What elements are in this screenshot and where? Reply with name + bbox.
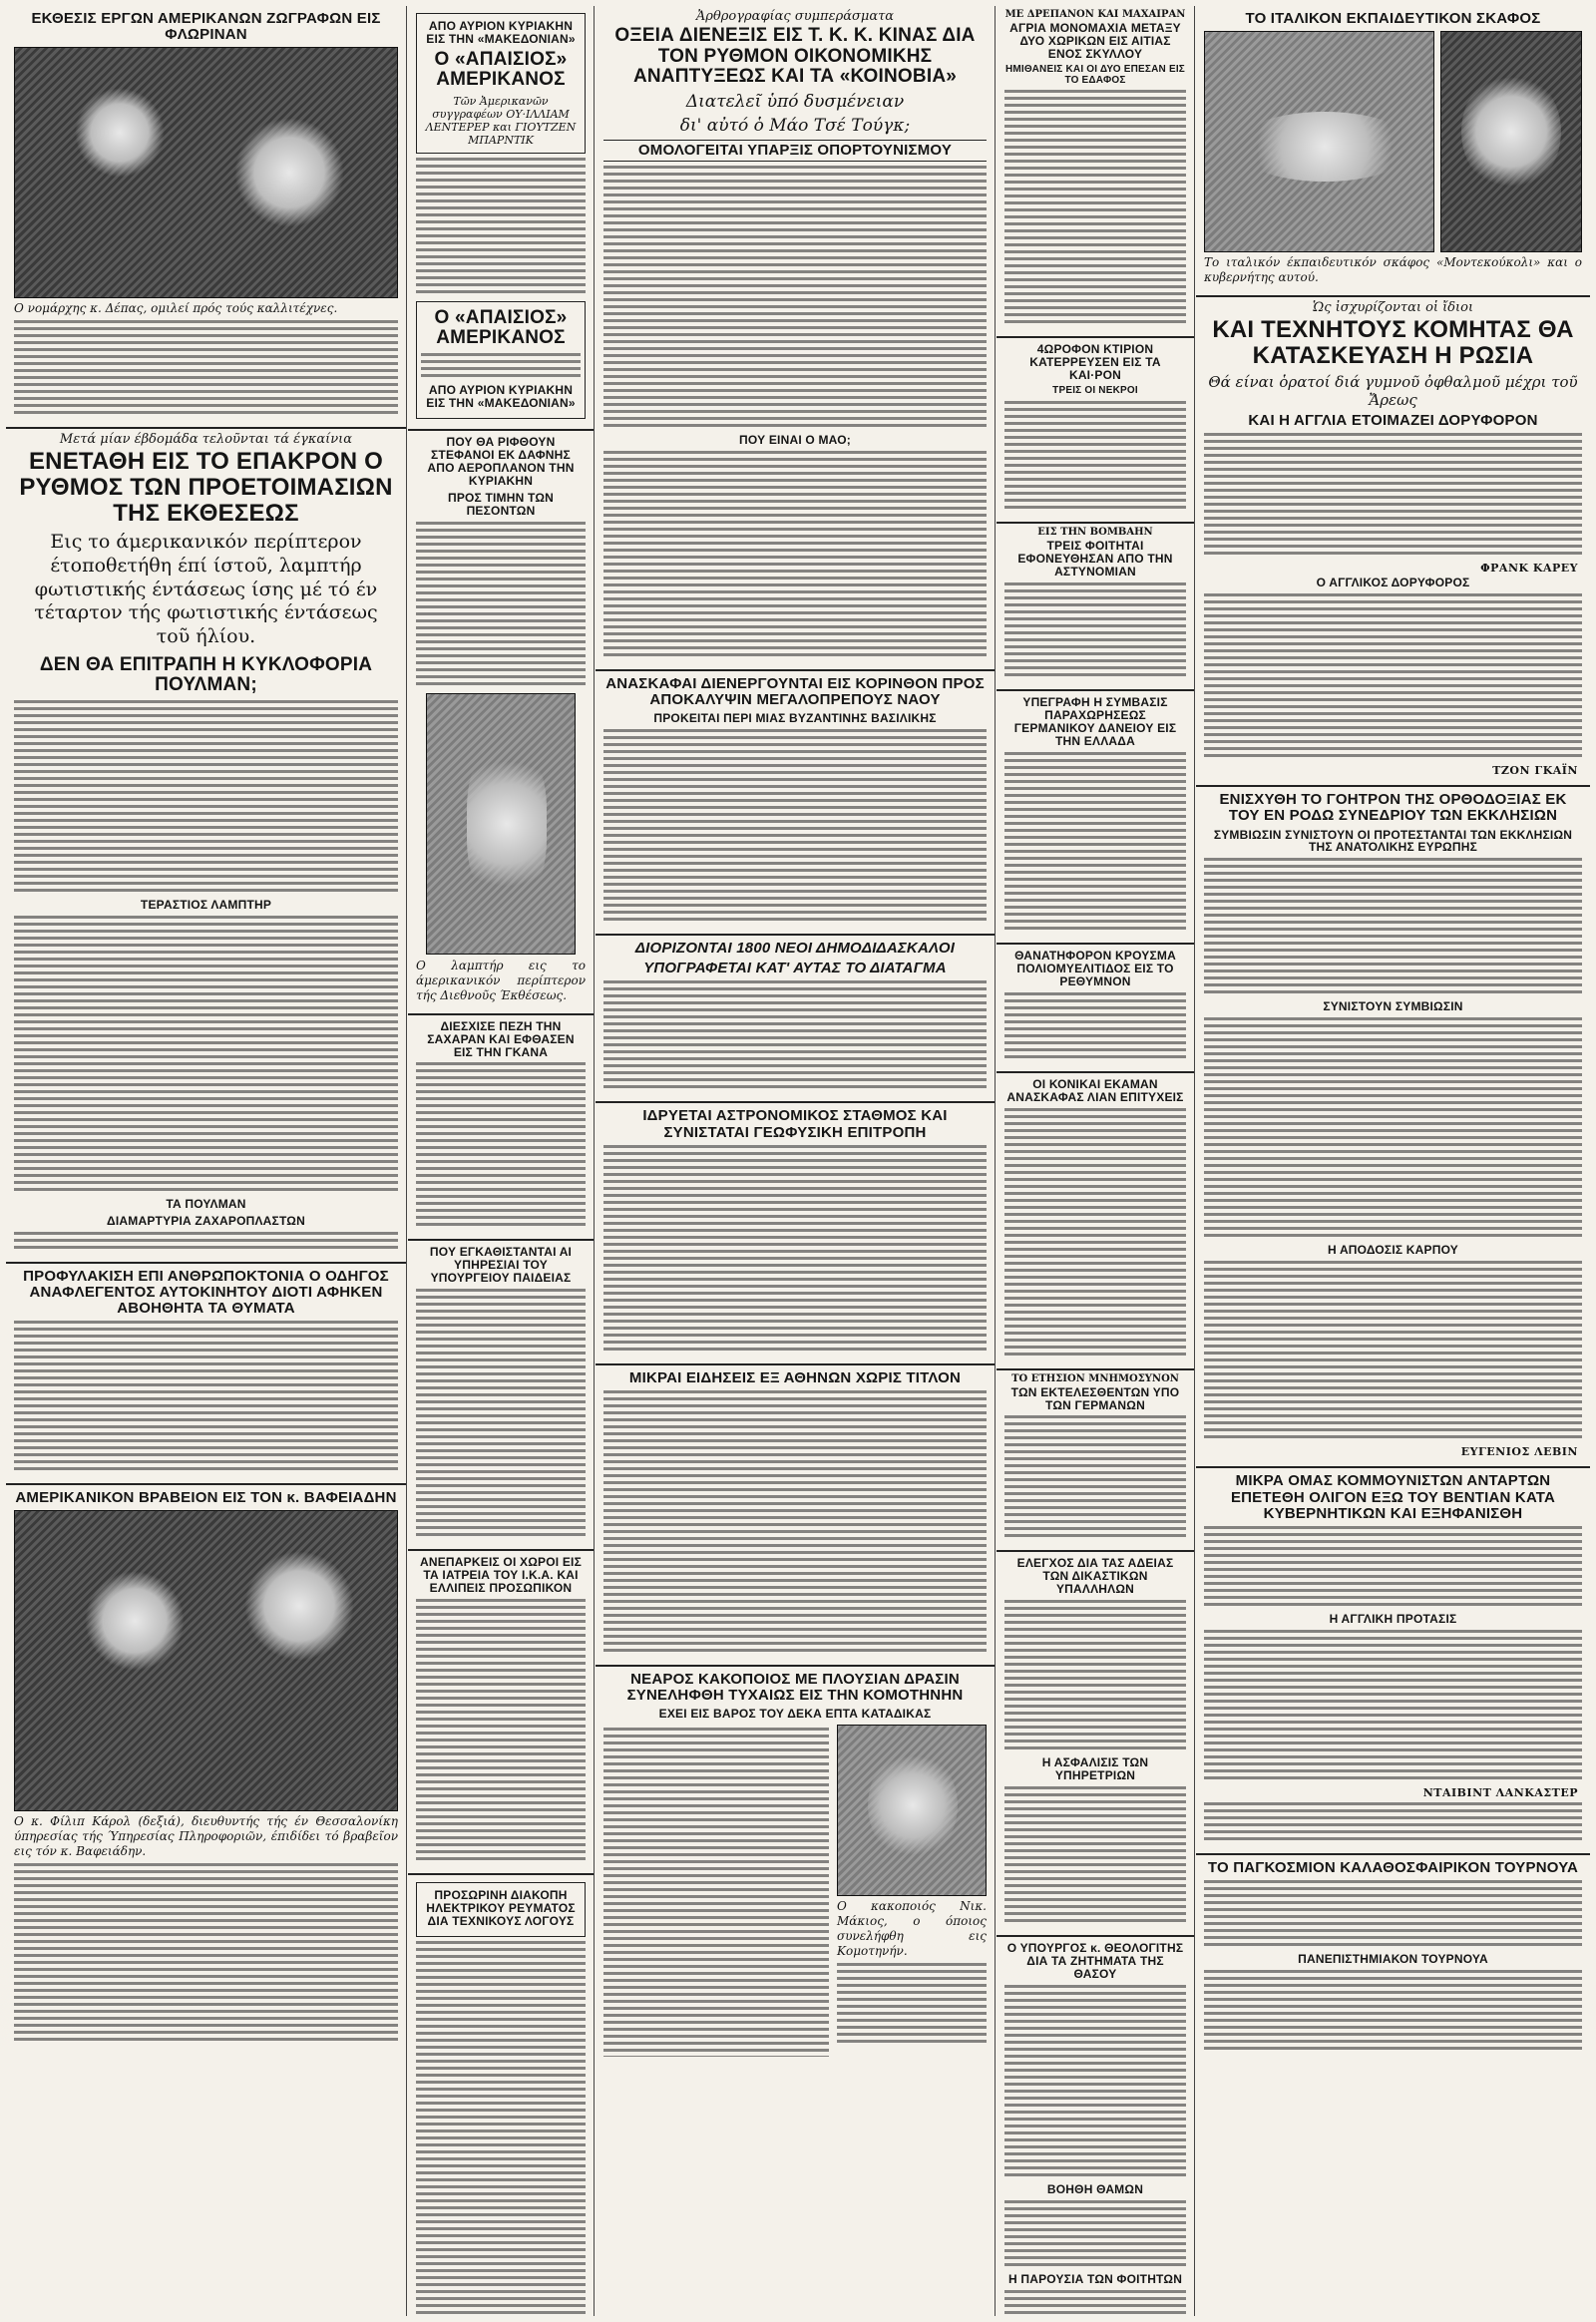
article-power	[408, 1875, 594, 2316]
body-text	[1004, 90, 1186, 327]
body-text	[1204, 1802, 1582, 1844]
headline-leave: ΕΛΕΓΧΟΣ ΔΙΑ ΤΑΣ ΑΔΕΙΑΣ ΤΩΝ ΔΙΚΑΣΤΙΚΩΝ ΥΠΑΛΛΗΛΩΝ	[1016, 1556, 1174, 1597]
article-apaisios	[408, 6, 594, 431]
headline-orthodox: ΕΝΙΣΧΥΘΗ ΤΟ ΓΟΗΤΡΟΝ ΤΗΣ ΟΡΘΟΔΟΞΙΑΣ ΕΚ ΤΟΥ ΕΝ ΡΟΔΩ ΣΥΝΕΔΡΙΟΥ ΤΩΝ ΕΚΚΛΗΣΙΩΝ	[1219, 791, 1567, 825]
article-memorial	[997, 1370, 1194, 1553]
body-text	[416, 1941, 586, 2316]
body-text	[1204, 1526, 1582, 1610]
body-text	[1204, 1261, 1582, 1442]
headline-univ: Η ΠΑΡΟΥΣΙΑ ΤΩΝ ΦΟΙΤΗΤΩΝ	[1007, 2272, 1183, 2287]
body-text	[416, 1599, 586, 1864]
box-apaisios-2	[416, 301, 586, 419]
signature-gkain: ΤΖΟΝ ΓΚΑΪΝ	[1492, 764, 1578, 778]
body-text	[1204, 1017, 1582, 1241]
photo-komotini	[837, 1725, 987, 1896]
body-text	[14, 916, 398, 1195]
body-text	[14, 1863, 398, 2045]
article-teachers	[596, 936, 995, 1103]
subhead-fight: ΗΜΙΘΑΝΕΙΣ ΚΑΙ ΟΙ ΔΥΟ ΕΠΕΣΑΝ ΕΙΣ ΤΟ ΕΔΑΦΟΣ	[1004, 63, 1186, 86]
column-3	[596, 6, 996, 2316]
body-text	[603, 729, 987, 925]
body-text	[1004, 2290, 1186, 2316]
article-accident	[6, 1264, 406, 1486]
article-basket	[1196, 1855, 1590, 2063]
body-text	[1204, 1880, 1582, 1950]
headline-small-news: ΜΙΚΡΑΙ ΕΙΔΗΣΕΙΣ ΕΞ ΑΘΗΝΩΝ ΧΩΡΙΣ ΤΙΤΛΟΝ	[628, 1368, 962, 1386]
headline-german-loan: ΥΠΕΓΡΑΦΗ Η ΣΥΜΒΑΣΙΣ ΠΑΡΑΧΩΡΗΣΕΩΣ ΓΕΡΜΑΝΙΚΟΥ ΔΑΝΕΙΟΥ ΕΙΣ ΤΗΝ ΕΛΛΑΔΑ	[1013, 694, 1177, 748]
body-text	[1204, 1970, 1582, 2054]
caption-award: Ο κ. Φίλιπ Κάρολ (δεξιά), διευθυντής τής έν Θεσσαλονίκη ύπηρεσίας τής Ύπηρεσίας Πληροφοριῶν, έπιδίδει τό βραβεῖον εις τόν κ. Βαφειάδην.	[14, 1814, 398, 1859]
headline-basket: ΤΟ ΠΑΓΚΟΣΜΙΟΝ ΚΑΛΑΘΟΣΦΑΙΡΙΚΟΝ ΤΟΥΡΝΟΥΑ	[1207, 1858, 1579, 1876]
headline-bombay: ΤΡΕΙΣ ΦΟΙΤΗΤΑΙ ΕΦΟΝΕΥΘΗΣΑΝ ΑΠΟ ΤΗΝ ΑΣΤΥΝΟΜΙΑΝ	[1017, 539, 1173, 580]
column-2	[408, 6, 595, 2316]
body-text	[1004, 992, 1186, 1062]
box-power	[416, 1882, 586, 1937]
signature-lebin: ΕΥΓΕΝΙΟΣ ΛΕΒΙΝ	[1460, 1445, 1578, 1459]
headline-satellite: ΚΑΙ Η ΑΓΓΛΙΑ ΕΤΟΙΜΑΖΕΙ ΔΟΡΥΦΟΡΟΝ	[1248, 412, 1538, 429]
kicker-bombay: ΕΙΣ ΤΗΝ ΒΟΜΒΑΗΝ	[1037, 527, 1153, 539]
article-sahara	[408, 1015, 594, 1242]
article-china	[596, 6, 995, 671]
article-orthodox	[1196, 787, 1590, 1468]
body-text	[1004, 2200, 1186, 2270]
body-text	[1204, 858, 1582, 997]
article-fight	[997, 6, 1194, 338]
body-text	[421, 353, 581, 381]
headline-sahara: ΔΙΕΣΧΙΣΕ ΠΕΖΗ ΤΗΝ ΣΑΧΑΡΑΝ ΚΑΙ ΕΦΘΑΣΕΝ ΕΙΣ ΤΗΝ ΓΚΑΝΑ	[427, 1018, 575, 1059]
article-award	[6, 1485, 406, 2054]
body-text	[1004, 1415, 1186, 1541]
article-astro	[596, 1103, 995, 1364]
headline-opportunism: ΟΜΟΛΟΓΕΙΤΑΙ ΥΠΑΡΞΙΣ ΟΠΟΡΤΟΥΝΙΣΜΟΥ	[603, 140, 987, 162]
headline-exhibit: ΕΚΘΕΣΙΣ ΕΡΓΩΝ ΑΜΕΡΙΚΑΝΩΝ ΖΩΓΡΑΦΩΝ ΕΙΣ ΦΛΩΡΙΝΑΝ	[31, 10, 381, 44]
box-apaisios	[416, 13, 586, 154]
headline-thasos: Ο ΥΠΟΥΡΓΟΣ κ. ΘΕΟΛΟΓΙΤΗΣ ΔΙΑ ΤΑ ΖΗΤΗΜΑΤΑ ΤΗΣ ΘΑΣΟΥ	[1006, 1941, 1184, 1982]
article-fair	[6, 429, 406, 1263]
body-text	[603, 166, 987, 431]
column-5	[1196, 6, 1590, 2316]
body-text	[1004, 752, 1186, 934]
article-lightning	[997, 338, 1194, 524]
subhead-wreaths: ΠΡΟΣ ΤΙΜΗΝ ΤΩΝ ΠΕΣΟΝΤΩΝ	[447, 490, 555, 518]
column-4	[997, 6, 1195, 2316]
article-komotini	[596, 1667, 995, 2066]
headline-award: ΑΜΕΡΙΚΑΝΙΚΟΝ ΒΡΑΒΕΙΟΝ ΕΙΣ ΤΟΝ κ. ΒΑΦΕΙΑΔΗΝ	[15, 1489, 397, 1507]
headline-lightning: 4ΩΡΟΦΟΝ ΚΤΙΡΙΟΝ ΚΑΤΕΡΡΕΥΣΕΝ ΕΙΣ ΤΑ ΚΑΙ·ΡΟΝ	[1029, 342, 1161, 383]
body-text	[603, 451, 987, 660]
subhead-harvest: Η ΑΠΟΔΟΣΙΣ ΚΑΡΠΟΥ	[1327, 1243, 1458, 1258]
photo-award	[14, 1510, 398, 1811]
article-comet	[1196, 297, 1590, 787]
headline-chortiatis: ΤΩΝ ΕΚΤΕΛΕΣΘΕΝΤΩΝ ΥΠΟ ΤΩΝ ΓΕΡΜΑΝΩΝ	[1010, 1384, 1180, 1412]
body-text	[837, 1963, 987, 2047]
headline-ship: ΤΟ ΙΤΑΛΙΚΟΝ ΕΚΠΑΙΔΕΥΤΙΚΟΝ ΣΚΑΦΟΣ	[1245, 10, 1541, 27]
headline-astro: ΙΔΡΥΕΤΑΙ ΑΣΤΡΟΝΟΜΙΚΟΣ ΣΤΑΘΜΟΣ ΚΑΙ ΣΥΝΙΣΤΑΤΑΙ ΓΕΩΦΥΣΙΚΗ ΕΠΙΤΡΟΠΗ	[642, 1107, 948, 1141]
headline-polio: ΘΑΝΑΤΗΦΟΡΟΝ ΚΡΟΥΣΜΑ ΠΟΛΙΟΜΥΕΛΙΤΙΔΟΣ ΕΙΣ ΤΟ ΡΕΘΥΜΝΟΝ	[1014, 948, 1176, 988]
body-text	[1004, 1108, 1186, 1359]
subhead-orthodox: ΣΥΜΒΙΩΣΙΝ ΣΥΝΙΣΤΟΥΝ ΟΙ ΠΡΟΤΕΣΤΑΝΤΑΙ ΤΩΝ ΕΚΚΛΗΣΙΩΝ ΤΗΣ ΑΝΑΤΟΛΙΚΗΣ ΕΥΡΩΠΗΣ	[1213, 827, 1573, 855]
subhead-symbiosis: ΣΥΝΙΣΤΟΥΝ ΣΥΜΒΙΩΣΙΝ	[1323, 999, 1463, 1014]
caption-lamp: Ο λαμπτήρ εις το άμερικανικόν περίπτερον τής Διεθνοῦς Έκθέσεως.	[416, 958, 586, 1002]
body-text	[14, 1232, 398, 1253]
subhead-proposal: Η ΑΓΓΛΙΚΗ ΠΡΟΤΑΣΙΣ	[1329, 1611, 1457, 1626]
headline-fair: ΕΝΕΤΑΘΗ ΕΙΣ ΤΟ ΕΠΑΚΡΟΝ Ο ΡΥΘΜΟΣ ΤΩΝ ΠΡΟΕΤΟΙΜΑΣΙΩΝ ΤΗΣ ΕΚΘΕΣΕΩΣ	[19, 448, 393, 528]
headline-corinth: ΑΝΑΣΚΑΦΑΙ ΔΙΕΝΕΡΓΟΥΝΤΑΙ ΕΙΣ ΚΟΡΙΝΘΟΝ ΠΡΟΣ ΑΠΟΚΑΛΥΨΙΝ ΜΕΓΑΛΟΠΡΕΠΟΥΣ ΝΑΟΥ	[605, 674, 985, 708]
headline-comet: ΚΑΙ ΤΕΧΝΗΤΟΥΣ ΚΟΜΗΤΑΣ ΘΑ ΚΑΤΑΣΚΕΥΑΣΗ Η ΡΩΣΙΑ	[1212, 316, 1574, 370]
article-exhibit	[6, 6, 406, 429]
body-text	[1004, 1600, 1186, 1753]
headline-fight: ΑΓΡΙΑ ΜΟΝΟΜΑΧΙΑ ΜΕΤΑΞΥ ΔΥΟ ΧΩΡΙΚΩΝ ΕΙΣ ΑΙΤΙΑΣ ΕΝΟΣ ΣΚΥΛΛΟΥ	[1009, 21, 1181, 61]
body-text	[1204, 433, 1582, 559]
body-text	[1004, 1985, 1186, 2180]
body-text	[1204, 593, 1582, 761]
article-corinth	[596, 671, 995, 936]
article-ypourgos	[408, 1241, 594, 1551]
article-german-loan	[997, 691, 1194, 945]
kicker-russia: Ὡς ἰσχυρίζονται οἱ ἴδιοι	[1312, 300, 1474, 316]
body-text	[603, 1390, 987, 1656]
headline-security: Η ΑΣΦΑΛΙΣΙΣ ΤΩΝ ΥΠΗΡΕΤΡΙΩΝ	[1041, 1755, 1149, 1783]
headline-komotini: ΝΕΑΡΟΣ ΚΑΚΟΠΟΙΟΣ ΜΕ ΠΛΟΥΣΙΑΝ ΔΡΑΣΙΝ ΣΥΝΕΛΗΦΘΗ ΤΥΧΑΙΩΣ ΕΙΣ ΤΗΝ ΚΟΜΟΤΗΝΗΝ	[626, 1670, 964, 1705]
body-text	[14, 700, 398, 896]
kicker-memorial: ΤΟ ΕΤΗΣΙΟΝ ΜΝΗΜΟΣΥΝΟΝ	[1011, 1372, 1179, 1384]
photo-lamp	[426, 693, 576, 955]
photo-ship	[1204, 31, 1434, 252]
signature-lankaster: ΝΤΑΙΒΙΝΤ ΛΑΝΚΑΣΤΕΡ	[1422, 1785, 1578, 1799]
subhead-poulman: ΤΑ ΠΟΥΛΜΑΝ	[166, 1196, 246, 1211]
subhead-lightning: ΤΡΕΙΣ ΟΙ ΝΕΚΡΟΙ	[1052, 385, 1138, 397]
body-text	[416, 158, 586, 297]
lead-fair: Εις το άμερικανικόν περίπτερον έτοποθετήθη έπί ίστοῦ, λαμπτήρ φωτιστικής έντάσεως ίσης μέ τό έν τέταρτον τής φωτιστικής έντάσεως τοῦ ήλίου.	[34, 531, 378, 648]
signature-kareu: ΦΡΑΝΚ ΚΑΡΕΥ	[1480, 562, 1578, 576]
article-thasos	[997, 1937, 1194, 2316]
subhead-voithi: ΒΟΗΘΗ ΘΑΜΩΝ	[1046, 2182, 1144, 2197]
photo-captain	[1440, 31, 1582, 252]
body-text	[416, 1289, 586, 1540]
headline-apaisios-2: Ο «ΑΠΑΙΣΙΟΣ» ΑΜΕΡΙΚΑΝΟΣ	[434, 306, 568, 349]
article-ship	[1196, 6, 1590, 297]
subhead-komotini: ΕΧΕΙ ΕΙΣ ΒΑΡΟΣ ΤΟΥ ΔΕΚΑ ΕΠΤΑ ΚΑΤΑΔΙΚΑΣ	[658, 1707, 932, 1722]
body-text	[603, 980, 987, 1092]
headline-accident: ΠΡΟΦΥΛΑΚΙΣΗ ΕΠΙ ΑΝΘΡΩΠΟΚΤΟΝΙΑ Ο ΟΔΗΓΟΣ ΑΝΑΦΛΕΓΕΝΤΟΣ ΑΥΤΟΚΙΝΗΤΟΥ ΔΙΟΤΙ ΑΦΗΚΕΝ ΑΒΟΗΘΗΤΑ ΤΑ ΘΥΜΑΤΑ	[23, 1267, 389, 1318]
headline-konikai: ΟΙ ΚΟΝΙΚΑΙ ΕΚΑΜΑΝ ΑΝΑΣΚΑΦΑΣ ΛΙΑΝ ΕΠΙΤΥΧΕΙΣ	[1006, 1076, 1184, 1104]
body-text	[1204, 1630, 1582, 1783]
headline-poulman: ΔΕΝ ΘΑ ΕΠΙΤΡΑΠΗ Η ΚΥΚΛΟΦΟΡΙΑ ΠΟΥΛΜΑΝ;	[39, 653, 373, 696]
article-wreaths	[408, 431, 594, 1015]
article-leave	[997, 1552, 1194, 1937]
column-1	[6, 6, 407, 2316]
kicker-china: Ἀρθρογραφίας συμπεράσματα	[695, 9, 895, 24]
kicker-tomorrow: ΑΠΟ ΑΥΡΙΟΝ ΚΥΡΙΑΚΗΝ ΕΙΣ ΤΗΝ «ΜΑΚΕΔΟΝΙΑΝ»	[426, 19, 576, 46]
subhead-lamp: ΤΕΡΑΣΤΙΟΣ ΛΑΜΠΤΗΡ	[140, 897, 272, 912]
body-text	[1004, 401, 1186, 513]
body-text	[603, 1145, 987, 1354]
body-text	[14, 320, 398, 418]
caption-ship: Το ιταλικόν έκπαιδευτικόν σκάφος «Μοντεκούκολι» και ο κυβερνήτης αυτού.	[1204, 255, 1582, 285]
headline-teachers: ΔΙΟΡΙΖΟΝΤΑΙ 1800 ΝΕΟΙ ΔΗΜΟΔΙΔΑΣΚΑΛΟΙ	[634, 940, 956, 958]
caption-komotini: Ο κακοποιός Νικ. Μάκιος, ο όποιος συνελήφθη εις Κομοτηνήν.	[837, 1899, 987, 1959]
headline-china: ΟΞΕΙΑ ΔΙΕΝΕΞΙΣ ΕΙΣ Τ. Κ. Κ. ΚΙΝΑΣ ΔΙΑ ΤΟΝ ΡΥΘΜΟΝ ΟΙΚΟΝΟΜΙΚΗΣ ΑΝΑΠΤΥΞΕΩΣ ΚΑΙ ΤΑ «ΚΟΙΝΟΒΙΑ»	[614, 25, 976, 88]
body-text	[14, 1321, 398, 1474]
subhead-mao: ΠΟΥ ΕΙΝΑΙ Ο ΜΑΟ;	[739, 432, 851, 447]
headline-ika: ΑΝΕΠΑΡΚΕΙΣ ΟΙ ΧΩΡΟΙ ΕΙΣ ΤΑ ΙΑΤΡΕΙΑ ΤΟΥ Ι.Κ.Α. ΚΑΙ ΕΛΛΙΠΕΙΣ ΠΡΟΣΩΠΙΚΟΝ	[420, 1555, 582, 1596]
article-konikai	[997, 1073, 1194, 1370]
headline-apaisios: Ο «ΑΠΑΙΣΙΟΣ» ΑΜΕΡΙΚΑΝΟΣ	[434, 48, 568, 91]
article-small-news	[596, 1365, 995, 1667]
article-bombay	[997, 524, 1194, 691]
subhead-china-2: δι' αὐτό ὁ Μάο Τσέ Τούγκ;	[679, 115, 911, 136]
body-text	[416, 522, 586, 689]
headline-rebels: ΜΙΚΡΑ ΟΜΑΣ ΚΟΜΜΟΥΝΙΣΤΩΝ ΑΝΤΑΡΤΩΝ ΕΠΕΤΕΘΗ ΟΛΙΓΟΝ ΕΞΩ ΤΟΥ ΒΕΝΤΙΑΝ ΚΑΤΑ ΚΥΒΕΡΝΗΤΙΚΩΝ ΚΑΙ ΕΞΗΦΑΝΙΣΘΗ	[1230, 1472, 1556, 1522]
headline-wreaths: ΠΟΥ ΘΑ ΡΙΦΘΟΥΝ ΣΤΕΦΑΝΟΙ ΕΚ ΔΑΦΝΗΣ ΑΠΟ ΑΕΡΟΠΛΑΝΟΝ ΤΗΝ ΚΥΡΙΑΚΗΝ	[427, 434, 575, 488]
subhead-diamartyria: ΔΙΑΜΑΡΤΥΡΙΑ ΖΑΧΑΡΟΠΛΑΣΤΩΝ	[107, 1213, 305, 1228]
kicker-knives: ΜΕ ΔΡΕΠΑΝΟΝ ΚΑΙ ΜΑΧΑΙΡΑΝ	[1004, 9, 1186, 20]
body-text	[603, 1728, 829, 2057]
subhead-comet: Θά είναι ὁρατοί διά γυμνοῦ ὀφθαλμοῦ μέχρι τοῦ Ἄρεως	[1208, 373, 1578, 409]
body-text	[1004, 1786, 1186, 1926]
headline-ypourgos: ΠΟΥ ΕΓΚΑΘΙΣΤΑΝΤΑΙ ΑΙ ΥΠΗΡΕΣΙΑΙ ΤΟΥ ΥΠΟΥΡΓΕΙΟΥ ΠΑΙΔΕΙΑΣ	[429, 1245, 573, 1286]
subhead-teachers: ΥΠΟΓΡΑΦΕΤΑΙ ΚΑΤ' ΑΥΤΑΣ ΤΟ ΔΙΑΤΑΓΜΑ	[643, 960, 947, 977]
kicker-week: Μετά μίαν έβδομάδα τελοῦνται τά έγκαίνια	[59, 432, 353, 448]
subhead-corinth: ΠΡΟΚΕΙΤΑΙ ΠΕΡΙ ΜΙΑΣ ΒΥΖΑΝΤΙΝΗΣ ΒΑΣΙΛΙΚΗΣ	[653, 711, 937, 726]
subhead-china-1: Διατελεῖ ὑπό δυσμένειαν	[685, 91, 905, 112]
subhead-uni-tour: ΠΑΝΕΠΙΣΤΗΜΙΑΚΟΝ ΤΟΥΡΝΟΥΑ	[1298, 1952, 1488, 1967]
subhead-english-sat: Ο ΑΓΓΛΙΚΟΣ ΔΟΡΥΦΟΡΟΣ	[1316, 576, 1470, 590]
photo-exhibit	[14, 47, 398, 298]
body-text	[1004, 582, 1186, 680]
article-ika	[408, 1551, 594, 1875]
article-rebels	[1196, 1468, 1590, 1855]
caption-exhibit: Ο νομάρχης κ. Δέπας, ομιλεί πρός τούς καλλιτέχνες.	[14, 301, 338, 316]
authors: Τῶν Ἀμερικανῶν συγγραφέων ΟΥ·ΙΛΛΙΑΜ ΛΕΝΤΕΡΕΡ και ΓΙΟΥΤΖΕΝ ΜΠΑΡΝΤΙΚ	[425, 94, 577, 147]
note-apaisios: ΑΠΟ ΑΥΡΙΟΝ ΚΥΡΙΑΚΗΝ ΕΙΣ ΤΗΝ «ΜΑΚΕΔΟΝΙΑΝ»	[426, 382, 576, 410]
body-text	[416, 1062, 586, 1230]
headline-power: ΠΡΟΣΩΡΙΝΗ ΔΙΑΚΟΠΗ ΗΛΕΚΤΡΙΚΟΥ ΡΕΥΜΑΤΟΣ ΔΙΑ ΤΕΧΝΙΚΟΥΣ ΛΟΓΟΥΣ	[426, 1888, 576, 1929]
article-polio	[997, 945, 1194, 1073]
